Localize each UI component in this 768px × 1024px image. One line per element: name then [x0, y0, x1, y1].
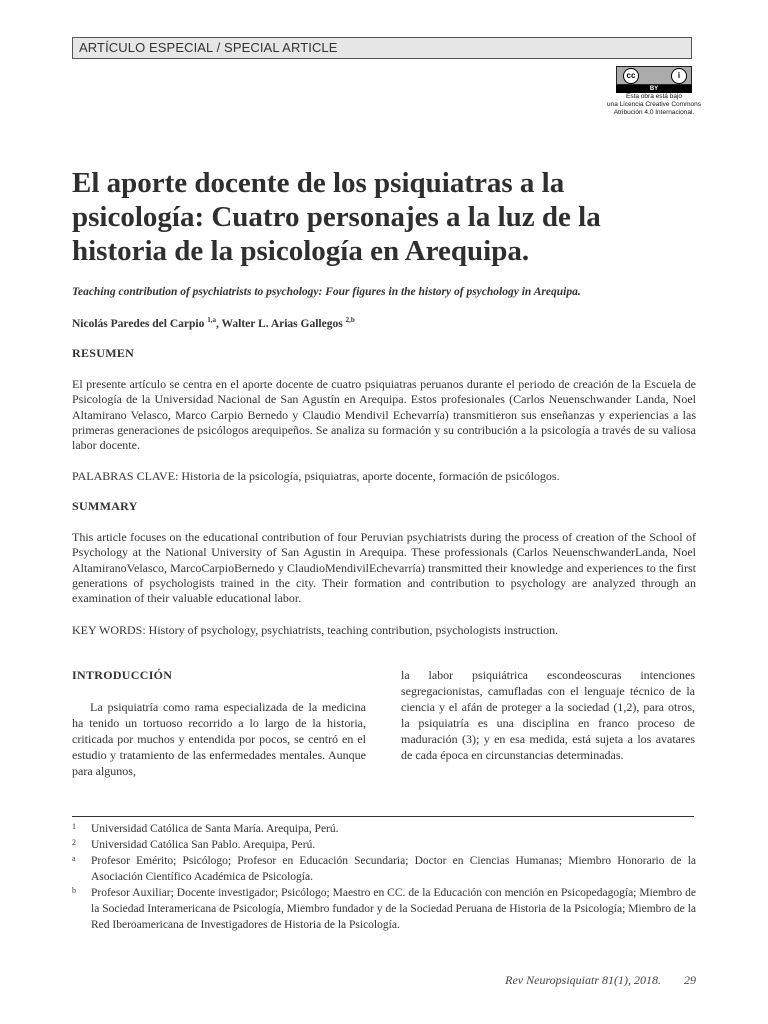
footnote-mark: 2 [72, 838, 76, 847]
summary-heading: SUMMARY [72, 499, 138, 513]
footnote-divider [72, 816, 694, 817]
author-affiliation-marks: 2,b [345, 316, 355, 324]
attribution-person-icon: i [671, 68, 687, 84]
palabras-clave [72, 469, 696, 484]
running-footer [505, 973, 696, 988]
author-list [72, 316, 355, 330]
palabras-clave-label: PALABRAS CLAVE: [72, 469, 179, 483]
key-words-text: History of psychology, psychiatrists, teaching contribution, psychologists instruction. [148, 623, 559, 637]
footnote-text: Profesor Emérito; Psicólogo; Profesor en Educación Secundaria; Doctor en Ciencias Humanas; Miembro Honorario de la Asociación Científico Académica de Psicología. [91, 855, 696, 883]
footnote-mark: b [72, 886, 76, 895]
author-separator: , [215, 317, 222, 330]
license-line: Atribución 4.0 Internacional. [613, 109, 695, 116]
creative-commons-icon: cc [623, 68, 639, 84]
intro-column-left [72, 667, 366, 779]
summary-body: This article focuses on the educational contribution of four Peruvian psychiatrists during the process of creation of the School of Psychology at the National University of San Agustin in Arequipa. These professionals (Carlos NeuenschwanderLanda, Noel AltamiranoVelasco, MarcoCarpioBernedo y ClaudioMendivilEchevarría) transmitted their knowledge and experiences to the first generations of psychologists trained in the city. Their formation and contribution to psychology are analyzed through an examination of their valuable educational labor. [72, 530, 696, 606]
palabras-clave-text: Historia de la psicología, psiquiatras, aporte docente, formación de psicólogos. [181, 469, 560, 483]
cc-license-block[interactable] [598, 66, 710, 117]
footnote-item [72, 853, 696, 885]
intro-paragraph: La psiquiatría como rama especializada de la medicina ha tenido un tortuoso recorrido a lo largo de la historia, criticada por muchos y entendida por pocos, se centró en el estudio y tratamiento de las enfermedades mentales. Aunque para algunos, [72, 700, 366, 778]
footnote-text: Universidad Católica de Santa María. Arequipa, Perú. [91, 823, 339, 835]
author-affiliation-marks: 1,a [207, 316, 216, 324]
article-subtitle-english: Teaching contribution of psychiatrists to psychology: Four figures in the history of psychology in Arequipa. [72, 286, 581, 298]
license-line: Esta obra está bajo [625, 93, 682, 100]
cc-badge-top [616, 66, 692, 85]
footnote-text: Universidad Católica San Pablo. Arequipa, Perú. [91, 839, 316, 851]
author-name: Walter L. Arias Gallegos [221, 317, 343, 330]
license-text [598, 93, 710, 117]
footnote-list [72, 821, 696, 933]
journal-citation: Rev Neuropsiquiatr 81(1), 2018. [505, 973, 661, 987]
resumen-heading: RESUMEN [72, 346, 135, 360]
footnote-item [72, 837, 696, 853]
article-title: El aporte docente de los psiquiatras a la psicología: Cuatro personajes a la luz de la historia de la psicología en Arequipa. [72, 167, 601, 267]
footnote-mark: 1 [72, 822, 76, 831]
key-words-label: KEY WORDS: [72, 623, 146, 637]
footnote-item [72, 885, 696, 933]
footnote-item [72, 821, 696, 837]
footnote-text: Profesor Auxiliar; Docente investigador; Psicólogo; Maestro en CC. de la Educación con mención en Psicopedagogía; Miembro de la Sociedad Interamericana de Psicología, Miembro fundador y de la Sociedad Peruana de Historia de la Psicología; Miembro de la Red Iberoamericana de Investigadores de Historia de la Psicología. [91, 887, 696, 931]
introduccion-heading: INTRODUCCIÓN [72, 668, 173, 682]
footnote-mark: a [72, 854, 76, 863]
intro-column-right [401, 667, 695, 763]
resumen-body: El presente artículo se centra en el aporte docente de cuatro psiquiatras peruanos durante el periodo de creación de la Escuela de Psicología de la Universidad Nacional de San Agustín en Arequipa. Estos profesionales (Carlos Neuenschwander Landa, Noel Altamirano Velasco, Marco Carpio Bernedo y Claudio Mendivil Echevarría) transmitieron sus enseñanzas y experiencias a las primeras generaciones de psicólogos arequipeños. Se analiza su formación y su contribución a la psicología a través de su valiosa labor docente. [72, 377, 696, 453]
cc-by-badge[interactable] [616, 66, 692, 92]
key-words [72, 623, 696, 638]
cc-badge-label: BY [616, 85, 692, 93]
license-line: una Licencia Creative Commons [607, 101, 701, 108]
intro-paragraph-continued: la labor psiquiátrica escondeoscuras intenciones segregacionistas, camufladas con el lenguaje técnico de la ciencia y el afán de proteger a la sociedad (1,2), para otros, la psiquiatría es una disciplina en franco proceso de maduración (3); y en esa medida, está sujeta a los avatares de cada época en circunstancias determinadas. [401, 668, 695, 762]
section-header: ARTÍCULO ESPECIAL / SPECIAL ARTICLE [72, 37, 692, 59]
author-name: Nicolás Paredes del Carpio [72, 317, 205, 330]
page-number: 29 [684, 973, 696, 987]
